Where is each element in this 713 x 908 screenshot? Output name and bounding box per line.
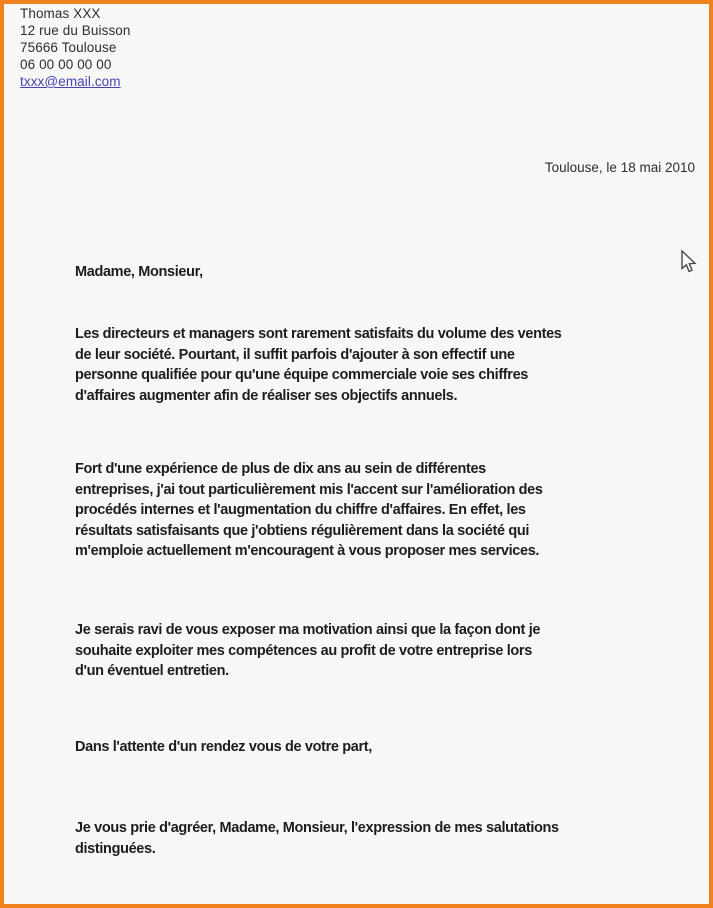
paragraph-2-line-1: Fort d'une expérience de plus de dix ans au sein de différentes bbox=[75, 461, 486, 477]
sender-name: Thomas XXX bbox=[20, 6, 101, 21]
sender-email-link[interactable]: txxx@email.com bbox=[20, 74, 121, 89]
paragraph-1-line-2: de leur société. Pourtant, il suffit parfois d'ajouter à son effectif une bbox=[75, 346, 515, 363]
paragraph-2-line-5: m'emploie actuellement m'encouragent à vous proposer mes services. bbox=[75, 543, 540, 559]
sender-address-line1: 12 rue du Buisson bbox=[20, 23, 131, 38]
paragraph-2-line-4: résultats satisfaisants que j'obtiens régulièrement dans la société qui bbox=[75, 522, 530, 539]
paragraph-5 bbox=[75, 818, 559, 859]
salutation bbox=[75, 262, 203, 283]
paragraph-1-line-4: d'affaires augmenter afin de réaliser ses objectifs annuels. bbox=[75, 387, 458, 404]
paragraph-1-line-1: Les directeurs et managers sont rarement satisfaits du volume des ventes bbox=[75, 326, 562, 342]
sender-block bbox=[20, 5, 131, 90]
paragraph-3-line-3: d'un éventuel entretien. bbox=[75, 663, 229, 679]
paragraph-3-line-1: Je serais ravi de vous exposer ma motivation ainsi que la façon dont je bbox=[75, 622, 541, 638]
paragraph-2-line-2: entreprises, j'ai tout particulièrement mis l'accent sur l'amélioration des bbox=[75, 481, 543, 498]
mouse-cursor-icon bbox=[677, 249, 697, 275]
paragraph-4 bbox=[75, 737, 372, 758]
paragraph-2 bbox=[75, 459, 543, 562]
paragraph-3 bbox=[75, 620, 540, 682]
paragraph-3-line-2: souhaite exploiter mes compétences au profit de votre entreprise lors bbox=[75, 642, 532, 659]
paragraph-1 bbox=[75, 324, 562, 406]
date-line: Toulouse, le 18 mai 2010 bbox=[544, 160, 695, 175]
sender-address-line2: 75666 Toulouse bbox=[20, 40, 117, 55]
paragraph-2-line-3: procédés internes et l'augmentation du chiffre d'affaires. En effet, les bbox=[75, 502, 526, 518]
paragraph-5-line-2: distinguées. bbox=[75, 840, 156, 857]
paragraph-1-line-3: personne qualifiée pour qu'une équipe commerciale voie ses chiffres bbox=[75, 367, 528, 383]
paragraph-4-line-1: Dans l'attente d'un rendez vous de votre part, bbox=[75, 739, 372, 755]
salutation-text: Madame, Monsieur, bbox=[75, 264, 203, 280]
sender-phone: 06 00 00 00 00 bbox=[20, 57, 112, 72]
paragraph-5-line-1: Je vous prie d'agréer, Madame, Monsieur, l'expression de mes salutations bbox=[75, 820, 559, 836]
